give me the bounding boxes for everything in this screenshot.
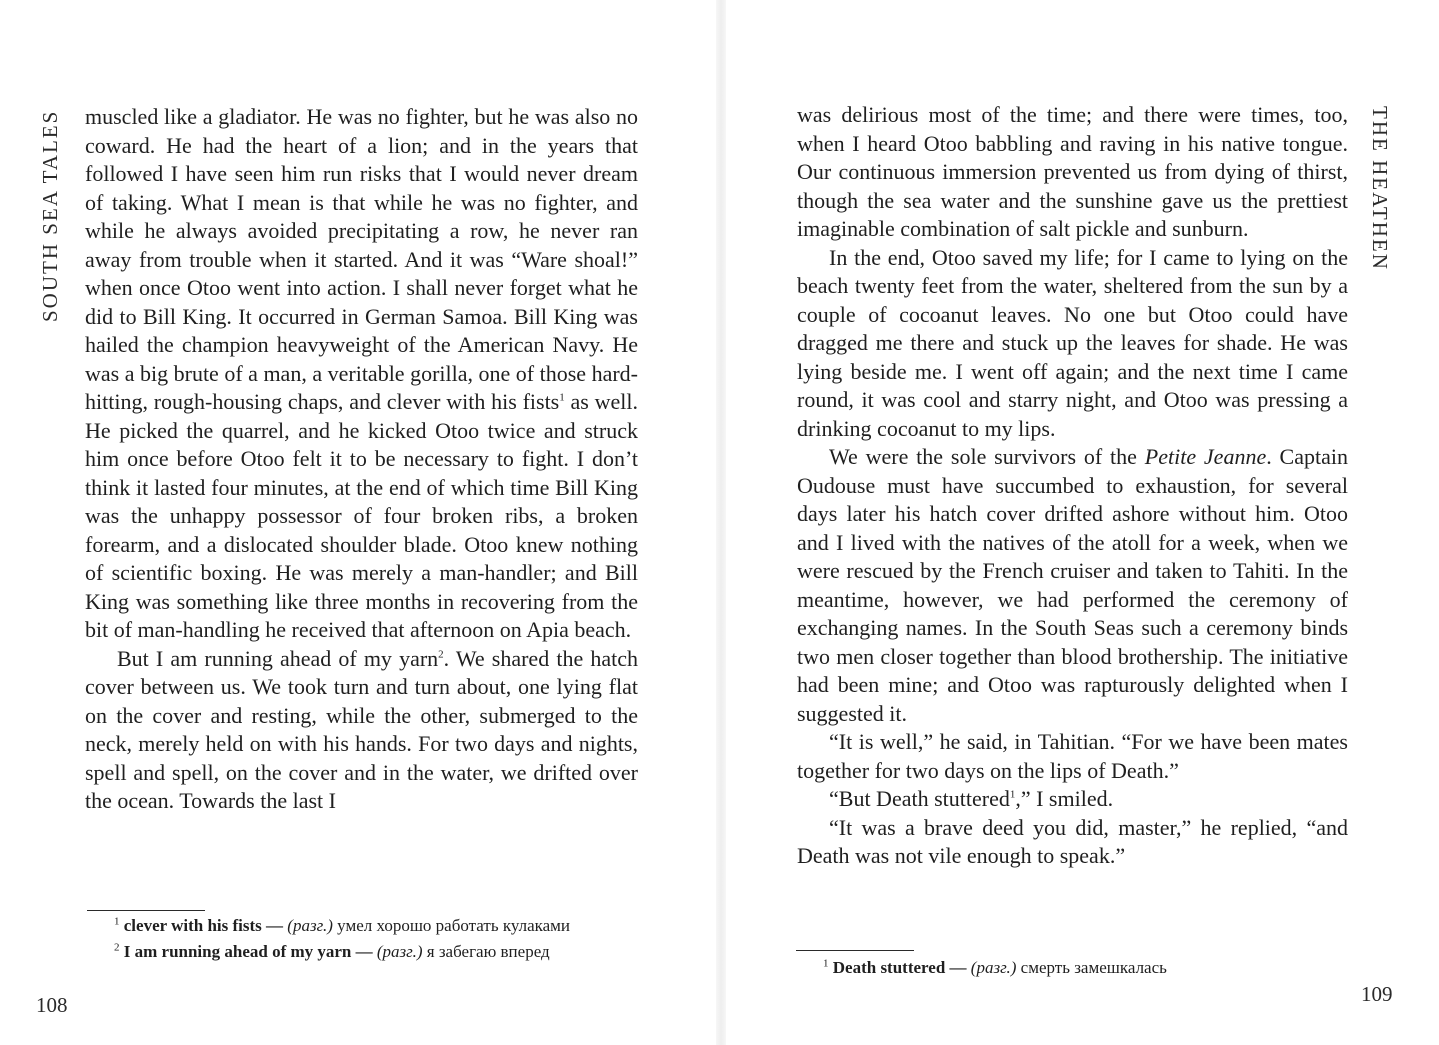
right-page-number: 109 [1361, 982, 1393, 1006]
left-body-text [85, 103, 638, 816]
left-running-head: SOUTH SEA TALES [38, 109, 62, 322]
footnote-marker-2: 2 [438, 648, 444, 661]
footnote-item: $^1$ clever with his fists — (разг.) умел хорошо работать кулаками [114, 915, 571, 935]
footnote-marker-1: 1 [1009, 788, 1016, 801]
right-paragraph-6: “It was a brave deed you did, master,” he replied, “and Death was not vile enough to speak.” [797, 814, 1348, 868]
right-paragraph-3: We were the sole survivors of the Petite Jeanne. Captain Oudouse must have succumbed to exhaustion, for several days later his hatch cover drifted ashore without him. Otoo and I lived with the natives of the atoll for a week, when we were rescued by the French cruiser and taken to Tahiti. In the meantime, however, we had performed the ceremony of exchanging names. In the South Seas such a ceremony binds two men closer together than blood brothership. The initiative had been mine; and Otoo was rapturously delighted when I suggested it. [797, 444, 1348, 726]
right-paragraph-4: “It is well,” he said, in Tahitian. “For we have been mates together for two days on the lips of Death.” [797, 729, 1348, 783]
left-page [0, 0, 716, 1045]
right-footnotes [796, 955, 1349, 981]
footnote-item: $^2$ I am running ahead of my yarn — (разг.) я забегаю вперед [114, 941, 550, 961]
left-paragraph-2: But I am running ahead of my yarn$^2$. We shared the hatch cover between us. We took turn and turn about, one lying flat on the cover and resting, while the other, submerged to the neck, merely held on with his hands. For two days and nights, spell and spell, on the cover and in the water, we drifted over the ocean. Towards the last I [85, 645, 638, 813]
left-paragraph-1: muscled like a gladiator. He was no fighter, but he was also no coward. He had the heart of a lion; and in the years that followed I have seen him run risks that I would never dream of taking. What I mean is that while he was no fighter, and while he always avoided precipitating a row, he never ran away from trouble when it started. And it was “Ware shoal!” when once Otoo went into action. I shall never forget what he did to Bill King. It occurred in German Samoa. Bill King was hailed the champion heavyweight of the American Navy. He was a big brute of a man, a veritable gorilla, one of those hard-hitting, rough-housing chaps, and clever with his fists$^1$ as well. He picked the quarrel, and he kicked Otoo twice and struck him once before Otoo felt it to be necessary to fight. I don’t think it lasted four minutes, at the end of which time Bill King was the unhappy possessor of four broken ribs, a broken forearm, and a dislocated shoulder blade. Otoo knew nothing of scientific boxing. He was merely a man-handler; and Bill King was something like three months in recovering from the bit of man-handling he received that afternoon on Apia beach. [85, 104, 639, 642]
right-paragraph-2: In the end, Otoo saved my life; for I came to lying on the beach twenty feet from the water, sheltered from the sun by a couple of cocoanut leaves. No one but Otoo could have dragged me there and stuck up the leaves for shade. He was lying beside me. I went off again; and the next time I came round, it was cool and starry night, and Otoo was pressing a drinking cocoanut to my lips. [797, 244, 1348, 441]
right-running-head: THE HEATHEN [1368, 105, 1392, 271]
right-paragraph-5: “But Death stuttered$^1$,” I smiled. [829, 786, 1114, 811]
left-footnote-rule [87, 910, 205, 911]
footnote-item: $^1$ Death stuttered — (разг.) смерть замешкалась [823, 957, 1167, 977]
book-gutter [716, 0, 726, 1045]
left-footnotes [87, 913, 640, 965]
left-page-number: 108 [36, 993, 68, 1017]
footnote-marker-1: 1 [559, 391, 565, 404]
ship-name: Petite Jeanne [1144, 444, 1267, 469]
right-page [726, 0, 1439, 1045]
right-footnote-rule [796, 950, 914, 951]
right-paragraph-1: was delirious most of the time; and there were times, too, when I heard Otoo babbling and raving in his native tongue. Our continuous immersion prevented us from dying of thirst, though the sea water and the sunshine gave us the prettiest imaginable combination of salt pickle and sunburn. [797, 102, 1348, 241]
right-body-text [797, 101, 1348, 871]
